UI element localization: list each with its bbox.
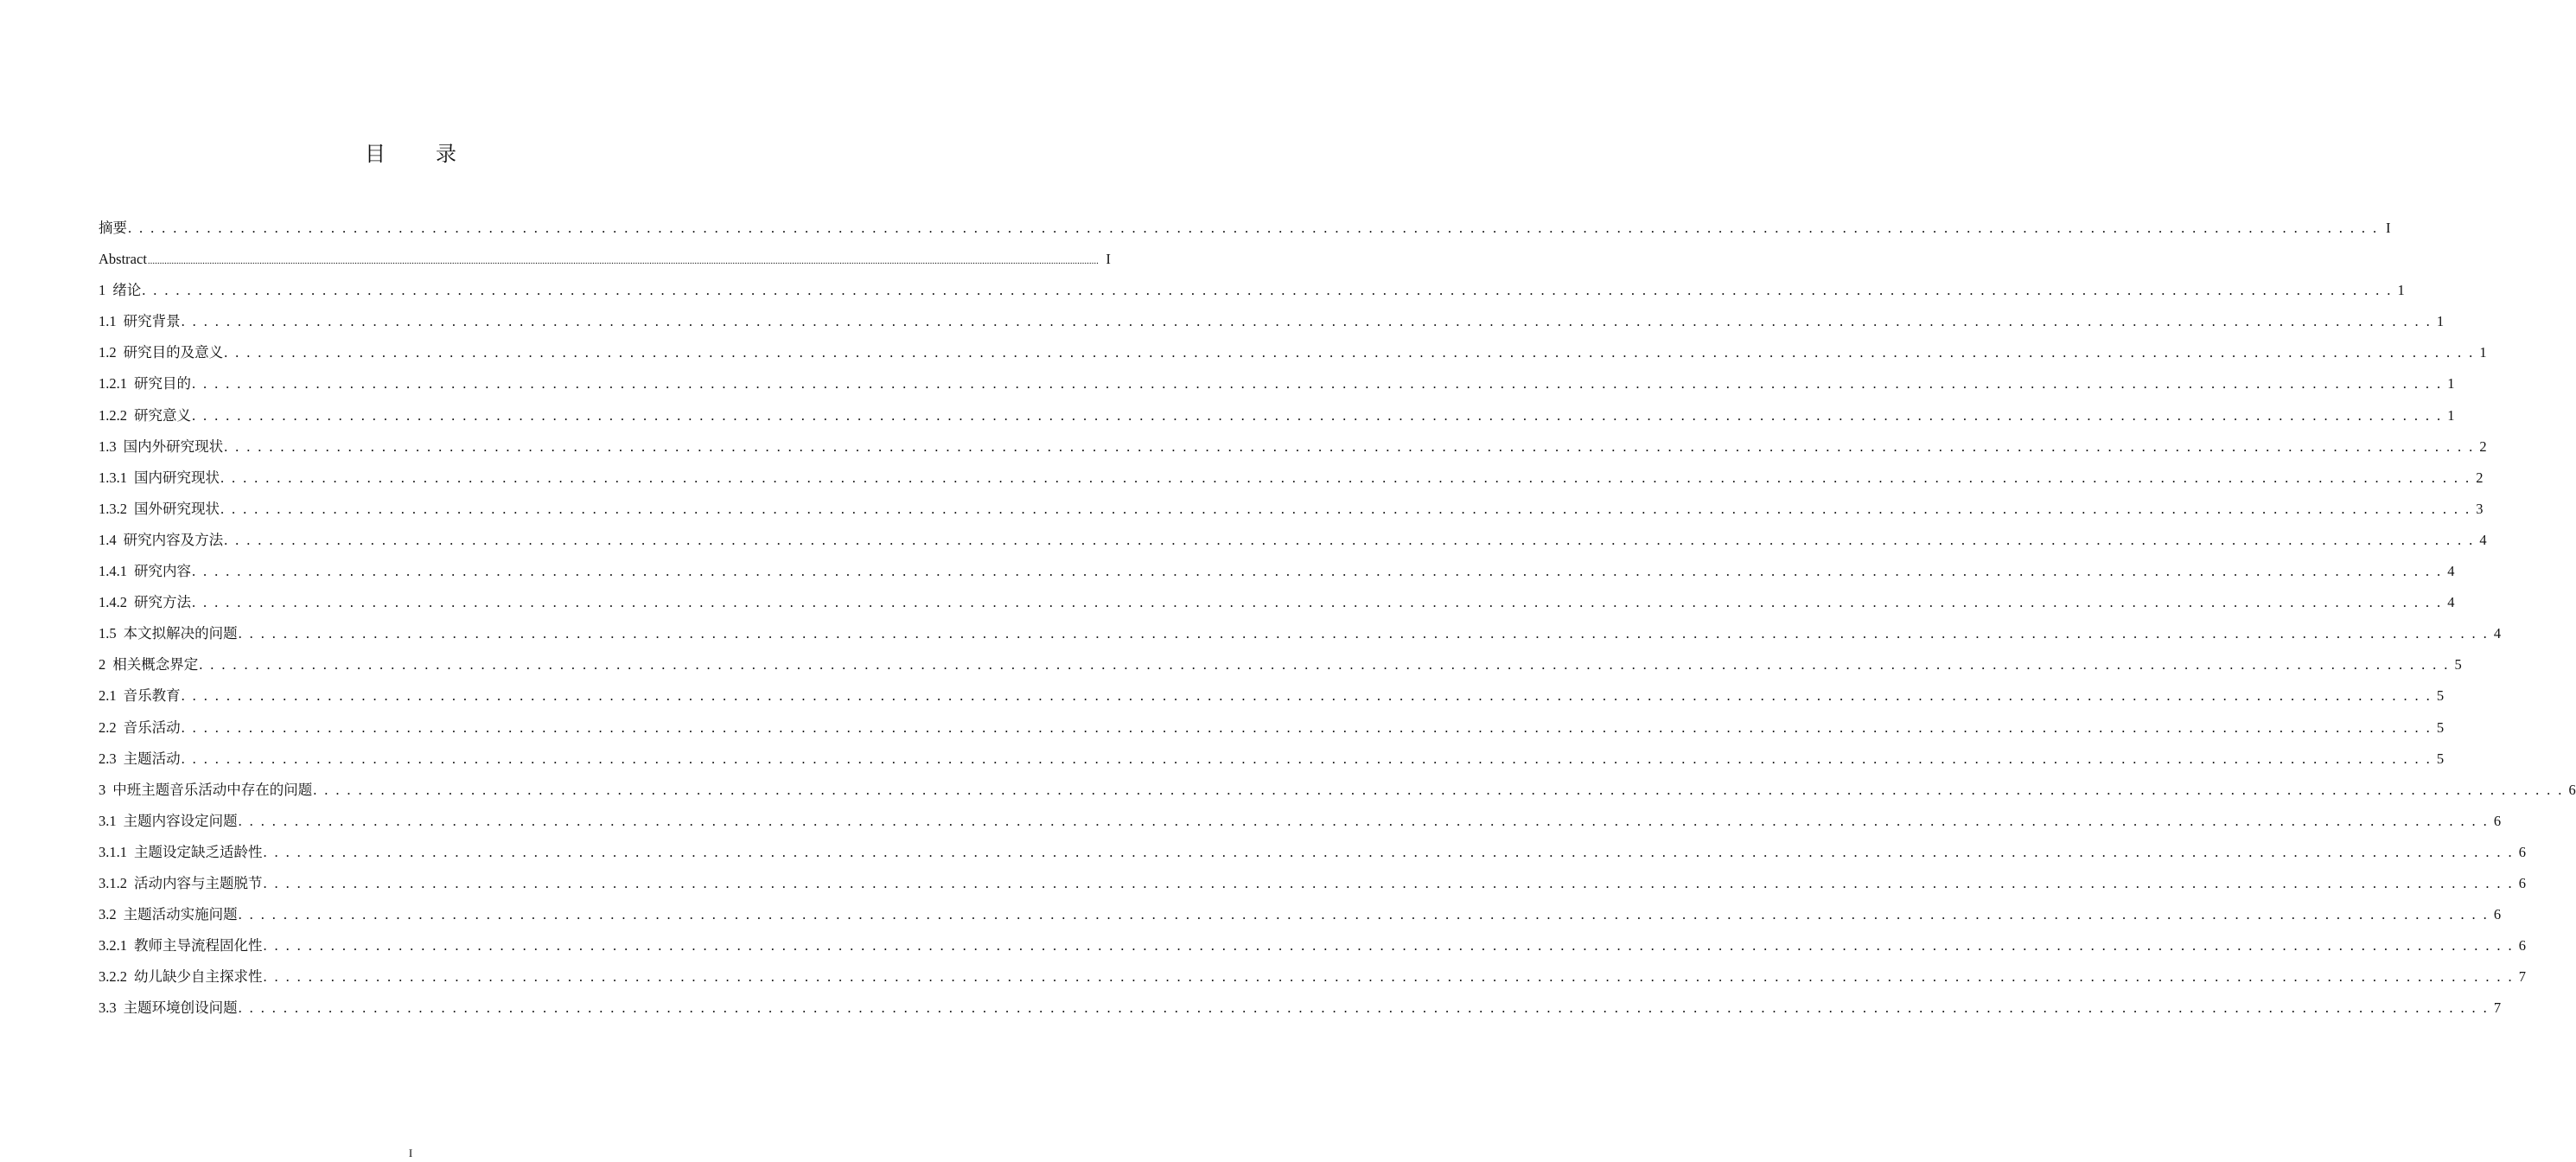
toc-entry-text: 教师主导流程固化性 xyxy=(134,937,263,954)
toc-entry-number: 1.4 xyxy=(99,531,117,548)
toc-entry-label xyxy=(99,966,263,988)
toc-entry-label xyxy=(99,467,220,489)
toc-entry[interactable] xyxy=(99,654,2462,685)
toc-entry-page: 6 xyxy=(2518,937,2526,954)
toc-entry[interactable] xyxy=(99,217,2391,248)
toc-entry-text: 音乐教育 xyxy=(123,687,181,705)
toc-entry-number: 3.3 xyxy=(99,999,117,1017)
toc-entry-text: 研究意义 xyxy=(134,406,191,424)
toc-entry[interactable] xyxy=(99,872,2526,903)
toc-entry[interactable] xyxy=(99,935,2526,966)
toc-entry-text: 本文拟解决的问题 xyxy=(123,625,238,642)
dot-leader: . . . . . . . . . . . . . . . . . . . . . . . . . . . . . . . . . . . . . . . . . . . . . . . . . . . . . . . . . . . . . . . . . . . . . . . . . . . . . . . . . . . . . . . . . . . . . . . . . . . . . . . . . . . . . . . . . . . . . . . . . . . . . . . . . . . . . . . . . . . . . . . . . . . . . . . . . . . . . . . . . . . . . . . . . . . . . . . . . . . . . . . . . . . . . . . . . . . . . . . . xyxy=(181,750,2433,767)
toc-entry-number: 1.5 xyxy=(99,625,117,642)
toc-entry-text: 国内外研究现状 xyxy=(123,437,224,455)
toc-entry-page: 6 xyxy=(2518,843,2526,860)
toc-entry-text: 主题活动 xyxy=(123,750,181,767)
toc-entry-label xyxy=(99,872,263,895)
toc-entry-text: 主题环境创设问题 xyxy=(123,999,238,1017)
toc-entry[interactable] xyxy=(99,560,2455,591)
dot-leader: . . . . . . . . . . . . . . . . . . . . . . . . . . . . . . . . . . . . . . . . . . . . . . . . . . . . . . . . . . . . . . . . . . . . . . . . . . . . . . . . . . . . . . . . . . . . . . . . . . . . . . . . . . . . . . . . . . . . . . . . . . . . . . . . . . . . . . . . . . . . . . . . . . . . . . . . . . . . . . . . . . . . . . . . . . . . . . . . . . . . . . . . . . . . . . . . . . . . . . . . xyxy=(263,968,2514,986)
dot-leader: . . . . . . . . . . . . . . . . . . . . . . . . . . . . . . . . . . . . . . . . . . . . . . . . . . . . . . . . . . . . . . . . . . . . . . . . . . . . . . . . . . . . . . . . . . . . . . . . . . . . . . . . . . . . . . . . . . . . . . . . . . . . . . . . . . . . . . . . . . . . . . . . . . . . . . . . . . . . . . . . . . . . . . . . . . . . . . . . . . . . . . . . . . . . . . . . . . . . . . . . xyxy=(238,812,2490,829)
toc-entry-text: 国外研究现状 xyxy=(134,500,220,517)
toc-entry-number: 1.2 xyxy=(99,344,117,361)
toc-entry-page: 2 xyxy=(2476,469,2484,486)
toc-entry[interactable] xyxy=(99,529,2487,560)
toc-entry-number: 1.1 xyxy=(99,313,117,330)
toc-entry-label xyxy=(99,310,181,333)
dot-leader: . . . . . . . . . . . . . . . . . . . . . . . . . . . . . . . . . . . . . . . . . . . . . . . . . . . . . . . . . . . . . . . . . . . . . . . . . . . . . . . . . . . . . . . . . . . . . . . . . . . . . . . . . . . . . . . . . . . . . . . . . . . . . . . . . . . . . . . . . . . . . . . . . . . . . . . . . . . . . . . . . . . . . . . . . . . . . . . . . . . . . . . . . . . . . . . . . . . . . . . . xyxy=(192,406,2443,424)
toc-entry-text: Abstract xyxy=(99,251,147,268)
toc-entry-text: 主题活动实施问题 xyxy=(123,906,238,923)
toc-entry[interactable] xyxy=(99,997,2502,1028)
toc-entry-label xyxy=(99,903,238,926)
dot-leader: . . . . . . . . . . . . . . . . . . . . . . . . . . . . . . . . . . . . . . . . . . . . . . . . . . . . . . . . . . . . . . . . . . . . . . . . . . . . . . . . . . . . . . . . . . . . . . . . . . . . . . . . . . . . . . . . . . . . . . . . . . . . . . . . . . . . . . . . . . . . . . . . . . . . . . . . . . . . . . . . . . . . . . . . . . . . . . . . . . . . . . . . . . . . . . . . . . . . . . . . xyxy=(181,718,2433,736)
toc-entry-page: 6 xyxy=(2518,874,2526,891)
toc-entry-text: 研究背景 xyxy=(123,313,181,330)
toc-entry-number: 3.2.1 xyxy=(99,937,127,954)
toc-entry-label xyxy=(99,405,191,427)
toc-entry[interactable] xyxy=(99,903,2502,935)
toc-entry-text: 国内研究现状 xyxy=(134,469,220,486)
dot-leader: . . . . . . . . . . . . . . . . . . . . . . . . . . . . . . . . . . . . . . . . . . . . . . . . . . . . . . . . . . . . . . . . . . . . . . . . . . . . . . . . . . . . . . . . . . . . . . . . . . . . . . . . . . . . . . . . . . . . . . . . . . . . . . . . . . . . . . . . . . . . . . . . . . . . . . . . . . . . . . . . . . . . . . . . . . . . . . . . . . . . . . . . . . . . . . . . . . . . . . . . xyxy=(263,937,2514,954)
toc-entry-page: I xyxy=(1106,251,1111,268)
toc-entry[interactable] xyxy=(99,310,2445,342)
toc-entry-number: 3.2.2 xyxy=(99,968,127,986)
toc-entry[interactable] xyxy=(99,810,2502,841)
toc-entry-label xyxy=(99,810,238,833)
dot-leader: . . . . . . . . . . . . . . . . . . . . . . . . . . . . . . . . . . . . . . . . . . . . . . . . . . . . . . . . . . . . . . . . . . . . . . . . . . . . . . . . . . . . . . . . . . . . . . . . . . . . . . . . . . . . . . . . . . . . . . . . . . . . . . . . . . . . . . . . . . . . . . . . . . . . . . . . . . . . . . . . . . . . . . . . . . . . . . . . . . . . . . . . . . . . . . . . . . . . . . . . xyxy=(224,344,2475,361)
toc-entry-page: 1 xyxy=(2479,344,2487,361)
toc-entry-page: 4 xyxy=(2447,594,2455,611)
toc-entry-label xyxy=(99,560,191,583)
dot-leader: . . . . . . . . . . . . . . . . . . . . . . . . . . . . . . . . . . . . . . . . . . . . . . . . . . . . . . . . . . . . . . . . . . . . . . . . . . . . . . . . . . . . . . . . . . . . . . . . . . . . . . . . . . . . . . . . . . . . . . . . . . . . . . . . . . . . . . . . . . . . . . . . . . . . . . . . . . . . . . . . . . . . . . . . . . . . . . . . . . . . . . . . . . . . . . . . . . . . . . . . xyxy=(238,625,2490,642)
toc-entry-number: 2.2 xyxy=(99,718,117,736)
dot-leader: . . . . . . . . . . . . . . . . . . . . . . . . . . . . . . . . . . . . . . . . . . . . . . . . . . . . . . . . . . . . . . . . . . . . . . . . . . . . . . . . . . . . . . . . . . . . . . . . . . . . . . . . . . . . . . . . . . . . . . . . . . . . . . . . . . . . . . . . . . . . . . . . . . . . . . . . . . . . . . . . . . . . . . . . . . . . . . . . . . . . . . . . . . . . . . . . . . . . . . . . xyxy=(181,313,2433,330)
dot-leader: . . . . . . . . . . . . . . . . . . . . . . . . . . . . . . . . . . . . . . . . . . . . . . . . . . . . . . . . . . . . . . . . . . . . . . . . . . . . . . . . . . . . . . . . . . . . . . . . . . . . . . . . . . . . . . . . . . . . . . . . . . . . . . . . . . . . . . . . . . . . . . . . . . . . . . . . . . . . . . . . . . . . . . . . . . . . . . . . . . . . . . . . . . . . . . . . . . . . . . . . xyxy=(238,999,2490,1017)
toc-entry-number: 3.1 xyxy=(99,812,117,829)
table-of-contents xyxy=(99,217,2576,1028)
toc-entry-text: 绪论 xyxy=(112,282,142,299)
toc-entry-text: 摘要 xyxy=(99,220,127,236)
toc-entry-number: 1.3.1 xyxy=(99,469,127,486)
toc-entry[interactable] xyxy=(99,373,2455,404)
toc-entry-label xyxy=(99,248,147,271)
toc-entry-text: 研究内容 xyxy=(134,563,191,580)
toc-entry-label xyxy=(99,279,141,302)
toc-entry-page: 1 xyxy=(2436,313,2445,330)
dot-leader: . . . . . . . . . . . . . . . . . . . . . . . . . . . . . . . . . . . . . . . . . . . . . . . . . . . . . . . . . . . . . . . . . . . . . . . . . . . . . . . . . . . . . . . . . . . . . . . . . . . . . . . . . . . . . . . . . . . . . . . . . . . . . . . . . . . . . . . . . . . . . . . . . . . . . . . . . . . . . . . . . . . . . . . . . . . . . . . . . . . . . . . . . . . . . . . . . . . . . . . . xyxy=(263,874,2514,891)
toc-entry-page: 5 xyxy=(2436,687,2445,705)
toc-entry-text: 研究方法 xyxy=(134,594,191,611)
toc-entry-label xyxy=(99,685,181,707)
dot-leader: . . . . . . . . . . . . . . . . . . . . . . . . . . . . . . . . . . . . . . . . . . . . . . . . . . . . . . . . . . . . . . . . . . . . . . . . . . . . . . . . . . . . . . . . . . . . . . . . . . . . . . . . . . . . . . . . . . . . . . . . . . . . . . . . . . . . . . . . . . . . . . . . . . . . . . . . . . . . . . . . . . . . . . . . . . . . . . . . . . . . . . . . . . . . . . . . . . . . . . . . xyxy=(224,437,2475,455)
toc-entry-label xyxy=(99,498,220,520)
toc-entry-label xyxy=(99,342,223,364)
toc-entry-number: 2.3 xyxy=(99,750,117,767)
toc-entry-page: 1 xyxy=(2397,282,2405,299)
dot-leader: . . . . . . . . . . . . . . . . . . . . . . . . . . . . . . . . . . . . . . . . . . . . . . . . . . . . . . . . . . . . . . . . . . . . . . . . . . . . . . . . . . . . . . . . . . . . . . . . . . . . . . . . . . . . . . . . . . . . . . . . . . . . . . . . . . . . . . . . . . . . . . . . . . . . . . . . . . . . . . . . . . . . . . . . . . . . . . . . . . . . . . . . . . . . . . . . . . . . . . . . xyxy=(263,843,2514,860)
toc-entry[interactable] xyxy=(99,841,2526,872)
toc-entry-number: 1.2.1 xyxy=(99,375,127,393)
toc-entry-text: 研究内容及方法 xyxy=(123,531,224,548)
toc-entry-number: 1 xyxy=(99,282,106,299)
toc-entry[interactable] xyxy=(99,436,2487,467)
dot-leader: . . . . . . . . . . . . . . . . . . . . . . . . . . . . . . . . . . . . . . . . . . . . . . . . . . . . . . . . . . . . . . . . . . . . . . . . . . . . . . . . . . . . . . . . . . . . . . . . . . . . . . . . . . . . . . . . . . . . . . . . . . . . . . . . . . . . . . . . . . . . . . . . . . . . . . . . . . . . . . . . . . . . . . . . . . . . . . . . . . . . . . . . . . . . . . . . . . . . . . . . xyxy=(238,906,2490,923)
toc-entry[interactable] xyxy=(99,622,2502,654)
toc-entry[interactable] xyxy=(99,748,2445,779)
dot-leader: . . . . . . . . . . . . . . . . . . . . . . . . . . . . . . . . . . . . . . . . . . . . . . . . . . . . . . . . . . . . . . . . . . . . . . . . . . . . . . . . . . . . . . . . . . . . . . . . . . . . . . . . . . . . . . . . . . . . . . . . . . . . . . . . . . . . . . . . . . . . . . . . . . . . . . . . . . . . . . . . . . . . . . . . . . . . . . . . . . . . . . . . . . . . . . . . . . . . . . . . xyxy=(313,781,2564,798)
toc-entry[interactable] xyxy=(99,342,2487,373)
toc-entry-text: 相关概念界定 xyxy=(112,656,199,674)
toc-entry[interactable] xyxy=(99,717,2445,748)
toc-entry-label xyxy=(99,622,238,645)
toc-entry-page: 6 xyxy=(2568,781,2576,798)
toc-entry-text: 中班主题音乐活动中存在的问题 xyxy=(112,781,313,798)
toc-entry-label xyxy=(99,935,263,957)
toc-entry-label xyxy=(99,436,223,458)
toc-entry-label xyxy=(99,591,191,614)
toc-entry-text: 研究目的 xyxy=(134,375,191,393)
dot-leader: . . . . . . . . . . . . . . . . . . . . . . . . . . . . . . . . . . . . . . . . . . . . . . . . . . . . . . . . . . . . . . . . . . . . . . . . . . . . . . . . . . . . . . . . . . . . . . . . . . . . . . . . . . . . . . . . . . . . . . . . . . . . . . . . . . . . . . . . . . . . . . . . . . . . . . . . . . . . . . . . . . . . . . . . . . . . . . . . . . . . . . . . . . . . . . . . . . . . . . . . xyxy=(181,687,2433,705)
toc-entry[interactable] xyxy=(99,966,2526,997)
dot-leader: . . . . . . . . . . . . . . . . . . . . . . . . . . . . . . . . . . . . . . . . . . . . . . . . . . . . . . . . . . . . . . . . . . . . . . . . . . . . . . . . . . . . . . . . . . . . . . . . . . . . . . . . . . . . . . . . . . . . . . . . . . . . . . . . . . . . . . . . . . . . . . . . . . . . . . . . . . . . . . . . . . . . . . . . . . . . . . . . . . . . . . . . . . . . . . . . . . . . . . . . xyxy=(142,282,2393,299)
toc-entry-page: 5 xyxy=(2436,750,2445,767)
page-number: I xyxy=(408,1146,413,1159)
toc-entry-label xyxy=(99,373,191,395)
toc-entry-page: 4 xyxy=(2447,563,2455,580)
toc-entry[interactable] xyxy=(99,779,2576,810)
toc-entry-number: 3.2 xyxy=(99,906,117,923)
toc-entry-page: 1 xyxy=(2447,375,2455,393)
toc-entry[interactable] xyxy=(99,405,2455,436)
toc-entry-text: 音乐活动 xyxy=(123,718,181,736)
toc-entry[interactable] xyxy=(99,498,2484,529)
toc-entry-number: 1.2.2 xyxy=(99,406,127,424)
toc-entry-number: 2 xyxy=(99,656,106,674)
toc-entry-page: 5 xyxy=(2436,718,2445,736)
toc-entry-label xyxy=(99,997,238,1019)
toc-entry-number: 1.4.2 xyxy=(99,594,127,611)
dot-leader: . . . . . . . . . . . . . . . . . . . . . . . . . . . . . . . . . . . . . . . . . . . . . . . . . . . . . . . . . . . . . . . . . . . . . . . . . . . . . . . . . . . . . . . . . . . . . . . . . . . . . . . . . . . . . . . . . . . . . . . . . . . . . . . . . . . . . . . . . . . . . . . . . . . . . . . . . . . . . . . . . . . . . . . . . . . . . . . . . . . . . . . . . . . . . . . . . . . . . . . . xyxy=(128,220,2379,236)
toc-entry-page: 1 xyxy=(2447,406,2455,424)
dot-leader: . . . . . . . . . . . . . . . . . . . . . . . . . . . . . . . . . . . . . . . . . . . . . . . . . . . . . . . . . . . . . . . . . . . . . . . . . . . . . . . . . . . . . . . . . . . . . . . . . . . . . . . . . . . . . . . . . . . . . . . . . . . . . . . . . . . . . . . . . . . . . . . . . . . . . . . . . . . . . . . . . . . . . . . . . . . . . . . . . . . . . . . . . . . . . . . . . . . . . . . . xyxy=(224,531,2475,548)
toc-entry-page: 6 xyxy=(2493,812,2502,829)
dot-leader: . . . . . . . . . . . . . . . . . . . . . . . . . . . . . . . . . . . . . . . . . . . . . . . . . . . . . . . . . . . . . . . . . . . . . . . . . . . . . . . . . . . . . . . . . . . . . . . . . . . . . . . . . . . . . . . . . . . . . . . . . . . . . . . . . . . . . . . . . . . . . . . . . . . . . . . . . . . . . . . . . . . . . . . . . . . . . . . . . . . . . . . . . . . . . . . . . . . . . . . . xyxy=(220,469,2471,486)
toc-entry-label xyxy=(99,529,223,552)
toc-entry-page: 3 xyxy=(2476,500,2484,517)
dot-leader: ................................................................................................................................................................................................................................................................................................................................................................................................................ xyxy=(147,256,1099,267)
toc-entry-number: 2.1 xyxy=(99,687,117,705)
dot-leader: . . . . . . . . . . . . . . . . . . . . . . . . . . . . . . . . . . . . . . . . . . . . . . . . . . . . . . . . . . . . . . . . . . . . . . . . . . . . . . . . . . . . . . . . . . . . . . . . . . . . . . . . . . . . . . . . . . . . . . . . . . . . . . . . . . . . . . . . . . . . . . . . . . . . . . . . . . . . . . . . . . . . . . . . . . . . . . . . . . . . . . . . . . . . . . . . . . . . . . . . xyxy=(192,594,2443,611)
toc-entry[interactable] xyxy=(99,591,2455,622)
toc-entry-label xyxy=(99,717,181,739)
toc-entry-text: 活动内容与主题脱节 xyxy=(134,874,263,891)
toc-entry-label xyxy=(99,217,127,239)
toc-entry[interactable] xyxy=(99,248,1111,279)
toc-entry-label xyxy=(99,654,198,676)
dot-leader: . . . . . . . . . . . . . . . . . . . . . . . . . . . . . . . . . . . . . . . . . . . . . . . . . . . . . . . . . . . . . . . . . . . . . . . . . . . . . . . . . . . . . . . . . . . . . . . . . . . . . . . . . . . . . . . . . . . . . . . . . . . . . . . . . . . . . . . . . . . . . . . . . . . . . . . . . . . . . . . . . . . . . . . . . . . . . . . . . . . . . . . . . . . . . . . . . . . . . . . . xyxy=(220,500,2471,517)
toc-entry-page: 6 xyxy=(2493,906,2502,923)
toc-entry-number: 1.3.2 xyxy=(99,500,127,517)
toc-entry-label xyxy=(99,779,312,801)
toc-entry-page: 4 xyxy=(2479,531,2487,548)
toc-entry-page: 7 xyxy=(2493,999,2502,1017)
toc-entry-text: 研究目的及意义 xyxy=(123,344,224,361)
toc-entry-number: 3.1.1 xyxy=(99,843,127,860)
toc-entry-text: 主题内容设定问题 xyxy=(123,812,238,829)
toc-entry-page: I xyxy=(2385,220,2391,236)
toc-entry-page: 7 xyxy=(2518,968,2526,986)
dot-leader: . . . . . . . . . . . . . . . . . . . . . . . . . . . . . . . . . . . . . . . . . . . . . . . . . . . . . . . . . . . . . . . . . . . . . . . . . . . . . . . . . . . . . . . . . . . . . . . . . . . . . . . . . . . . . . . . . . . . . . . . . . . . . . . . . . . . . . . . . . . . . . . . . . . . . . . . . . . . . . . . . . . . . . . . . . . . . . . . . . . . . . . . . . . . . . . . . . . . . . . . xyxy=(192,563,2443,580)
toc-entry-page: 5 xyxy=(2454,656,2462,674)
toc-entry[interactable] xyxy=(99,685,2445,716)
toc-entry-page: 4 xyxy=(2493,625,2502,642)
toc-entry-label xyxy=(99,841,263,864)
toc-entry-page: 2 xyxy=(2479,437,2487,455)
dot-leader: . . . . . . . . . . . . . . . . . . . . . . . . . . . . . . . . . . . . . . . . . . . . . . . . . . . . . . . . . . . . . . . . . . . . . . . . . . . . . . . . . . . . . . . . . . . . . . . . . . . . . . . . . . . . . . . . . . . . . . . . . . . . . . . . . . . . . . . . . . . . . . . . . . . . . . . . . . . . . . . . . . . . . . . . . . . . . . . . . . . . . . . . . . . . . . . . . . . . . . . . xyxy=(192,375,2443,393)
toc-entry-number: 1.3 xyxy=(99,437,117,455)
toc-entry-text: 主题设定缺乏适龄性 xyxy=(134,843,263,860)
toc-entry-number: 1.4.1 xyxy=(99,563,127,580)
dot-leader: . . . . . . . . . . . . . . . . . . . . . . . . . . . . . . . . . . . . . . . . . . . . . . . . . . . . . . . . . . . . . . . . . . . . . . . . . . . . . . . . . . . . . . . . . . . . . . . . . . . . . . . . . . . . . . . . . . . . . . . . . . . . . . . . . . . . . . . . . . . . . . . . . . . . . . . . . . . . . . . . . . . . . . . . . . . . . . . . . . . . . . . . . . . . . . . . . . . . . . . . xyxy=(199,656,2450,674)
toc-entry-number: 3.1.2 xyxy=(99,874,127,891)
toc-entry[interactable] xyxy=(99,467,2484,498)
toc-entry-label xyxy=(99,748,181,770)
toc-entry-text: 幼儿缺少自主探求性 xyxy=(134,968,263,986)
toc-entry[interactable] xyxy=(99,279,2405,310)
page-title: 目 录 xyxy=(365,144,479,166)
toc-entry-number: 3 xyxy=(99,781,106,798)
